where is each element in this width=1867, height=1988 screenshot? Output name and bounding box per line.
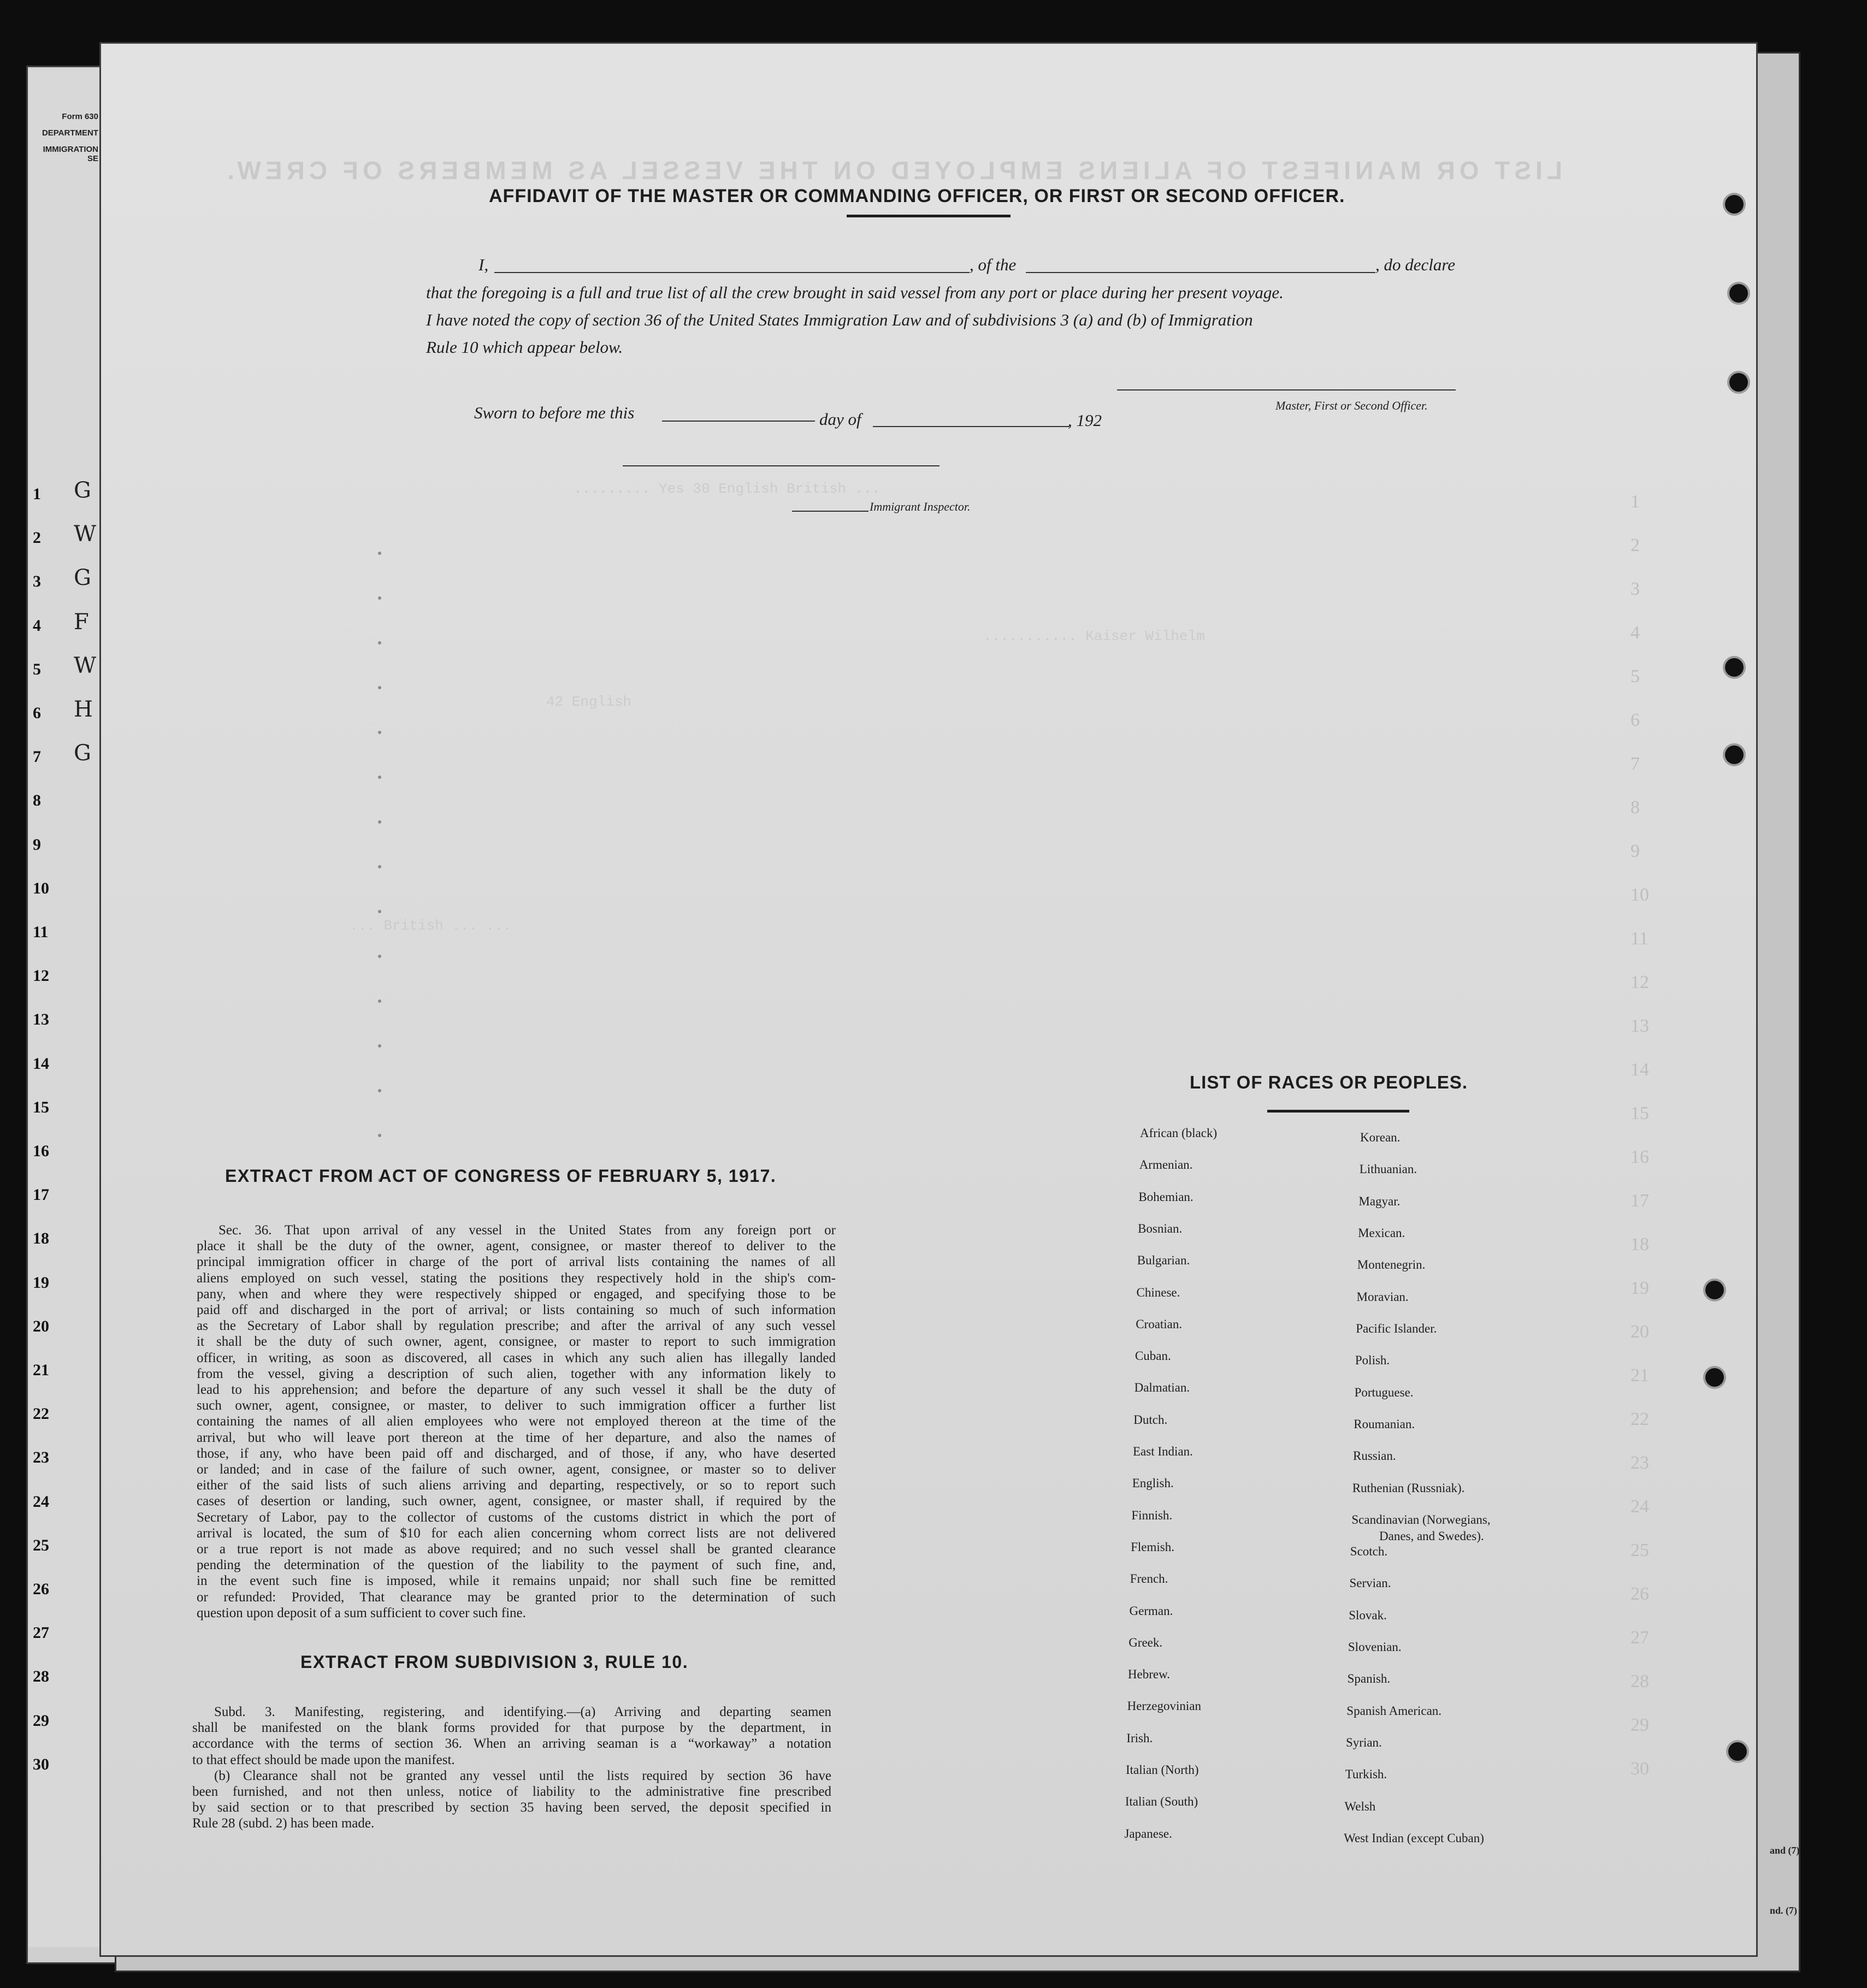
race-item: Chinese. [1136,1285,1180,1299]
handwritten-initial: W [74,522,97,547]
left-form-header-2: DEPARTMENT [42,128,98,138]
race-item: Herzegovinian [1127,1699,1201,1713]
race-item: Polish. [1355,1353,1390,1367]
act-text-line: arrival is located, the sum of $10 for each alien concerning whom correct lists are not delivered [197,1525,836,1541]
show-through-number: 11 [1630,928,1649,949]
left-row-number: 22 [33,1405,49,1423]
sworn-day-of: day of [819,410,861,429]
right-edge-label-2: nd. (7) [1770,1905,1798,1916]
inspector-label: Immigrant Inspector. [870,500,971,513]
left-row-number: 6 [33,704,41,722]
handwritten-initial: G [74,565,91,591]
sworn-year: , 192 [1068,411,1102,430]
show-through-number: 13 [1630,1016,1649,1036]
punch-hole [1729,373,1748,392]
show-through-number: 2 [1630,535,1640,555]
left-row-number: 4 [33,616,41,635]
show-through-dot [378,776,381,779]
show-through-number: 14 [1630,1060,1649,1080]
race-item: Lithuanian. [1359,1162,1417,1176]
act-text-line: lead to his apprehension; and before the departure of any such vessel it shall be the duty of [197,1382,836,1398]
act-extract-body [197,1222,836,1621]
act-text-line: aliens employed on such vessel, stating the positions they respectively hold in the ship's com- [197,1270,836,1286]
race-item: Ruthenian (Russniak). [1352,1481,1465,1495]
sworn-day-blank[interactable] [662,421,815,422]
rule-extract-body [192,1704,831,1832]
race-item: Pacific Islander. [1356,1322,1437,1335]
show-through-dot [378,910,381,913]
race-item: Japanese. [1124,1826,1172,1841]
race-item: Bulgarian. [1137,1253,1190,1268]
show-through-number: 16 [1630,1147,1649,1167]
show-through-number: 17 [1630,1191,1649,1211]
affidavit-declare: , do declare [1375,255,1456,274]
act-text-line: it shall be the duty of such owner, agent, consignee, or master to report to such immigration [197,1334,836,1350]
left-row-number: 10 [33,879,49,897]
show-through-dot [378,955,381,958]
race-item: Italian (South) [1125,1795,1198,1809]
show-through-dot [378,731,381,734]
race-item: Bosnian. [1138,1221,1183,1235]
races-title: LIST OF RACES OR PEOPLES. [1190,1072,1468,1092]
show-through-number: 21 [1630,1365,1649,1386]
race-item: Bohemian. [1138,1190,1194,1204]
act-text-line: cases of desertion or landing, such owner, agent, consignee, or master shall, if required by the [197,1494,836,1509]
race-item: Spanish American. [1346,1704,1442,1718]
show-through-number: 6 [1630,710,1640,730]
punch-hole [1725,658,1744,677]
race-item: Italian (North) [1126,1763,1199,1777]
affidavit-line: I have noted the copy of section 36 of the United States Immigration Law and of subdivisions 3 (a) and (b) of Immigration [426,310,1253,329]
race-item: Roumanian. [1354,1417,1415,1431]
left-form-header-3: IMMIGRATION SE [43,145,98,163]
show-through-number: 9 [1630,841,1640,861]
left-row-number: 3 [33,572,41,591]
left-row-number: 2 [33,529,41,547]
race-item: Slovak. [1349,1608,1387,1622]
rule-text-line: been furnished, and not then unless, notice of liability to the administrative fine prescribed [192,1784,831,1800]
affidavit-line: Rule 10 which appear below. [426,338,623,357]
punch-hole [1705,1281,1724,1299]
race-item: Danes, and Swedes). [1379,1529,1484,1543]
race-item: French. [1130,1572,1168,1586]
show-through-number: 4 [1630,623,1640,643]
race-item: English. [1132,1476,1174,1490]
race-item: Irish. [1126,1731,1153,1745]
sworn-month-blank[interactable] [873,426,1070,427]
show-through-number: 23 [1630,1453,1649,1473]
race-item: Scotch. [1350,1545,1388,1558]
show-through-number: 27 [1630,1628,1649,1648]
race-item: Dalmatian. [1134,1381,1190,1395]
left-row-number: 21 [33,1361,49,1379]
race-item: Servian. [1349,1576,1391,1590]
handwritten-initial: F [74,609,89,635]
act-text-line: Secretary of Labor, pay to the collector of customs of the customs district in which the port of [197,1510,836,1525]
show-through-number: 28 [1630,1671,1649,1691]
rule-text-line: (b) Clearance shall not be granted any vessel until the lists required by section 36 have [214,1768,831,1783]
show-through-number: 8 [1630,797,1640,818]
affidavit-of-the: , of the [970,255,1017,274]
act-text-line: containing the names of all alien employees who were not employed thereon at the time of the [197,1414,836,1429]
show-through-number: 1 [1630,492,1640,512]
act-text-line: question upon deposit of a sum sufficient to cover such fine. [197,1605,526,1620]
left-row-number: 15 [33,1098,49,1116]
act-extract-title: EXTRACT FROM ACT OF CONGRESS OF FEBRUARY 5, 1917. [225,1166,777,1186]
show-through-dot [378,1044,381,1048]
show-through-row: ... British ... ... [350,918,512,934]
left-row-number: 19 [33,1273,49,1292]
race-item: Syrian. [1346,1736,1382,1749]
race-item: Cuban. [1135,1349,1171,1363]
rule-text-line: Rule 28 (subd. 2) has been made. [192,1816,375,1831]
show-through-dot [378,999,381,1003]
left-row-number: 13 [33,1010,49,1029]
race-item: Croatian. [1136,1317,1183,1331]
race-item: Spanish. [1347,1672,1391,1685]
show-through-title: LIST OR MANIFEST OF ALIENS EMPLOYED ON THE VESSEL AS MEMBERS OF CREW. [223,156,1562,185]
act-text-line: or landed; and in case of the failure of such owner, agent, consignee, or master so to deliver [197,1462,836,1477]
show-through-number: 29 [1630,1715,1649,1735]
left-row-number: 29 [33,1711,49,1730]
left-row-number: 5 [33,660,41,678]
left-row-number: 11 [33,923,49,941]
show-through-number: 18 [1630,1234,1649,1255]
race-item: West Indian (except Cuban) [1344,1831,1484,1845]
punch-hole [1729,284,1748,303]
left-row-number: 25 [33,1536,49,1554]
left-row-number: 9 [33,835,41,854]
race-item: Welsh [1344,1800,1376,1813]
handwritten-initial: W [74,653,97,678]
rule-extract-title: EXTRACT FROM SUBDIVISION 3, RULE 10. [300,1652,689,1672]
left-row-number: 14 [33,1054,49,1073]
act-text-line: as the Secretary of Labor shall by regulation prescribe; and after the arrival of any such vessel [197,1318,836,1334]
punch-hole [1725,745,1744,764]
race-item: Portuguese. [1354,1386,1414,1399]
signature-blank[interactable] [1117,389,1456,390]
race-item: Turkish. [1345,1767,1387,1781]
rule-text-line: by said section or to that prescribed by section 35 having been served, the deposit specified in [192,1800,831,1815]
race-item: Magyar. [1358,1194,1401,1208]
left-row-number: 8 [33,791,41,810]
race-item: Mexican. [1358,1226,1405,1240]
left-row-number: 7 [33,748,41,766]
race-item: Korean. [1360,1131,1401,1144]
left-row-number: 30 [33,1755,49,1773]
left-row-number: 24 [33,1492,49,1511]
race-item: German. [1129,1604,1173,1618]
act-text-line: pany, when and where they were respectively shipped or engaged, and specifying those to be [197,1286,836,1301]
left-row-number: 1 [33,485,41,503]
affidavit-title-rule [847,215,1011,217]
rule-text-line: to that effect should be made upon the manifest. [192,1752,455,1767]
vessel-blank[interactable] [1026,272,1375,273]
race-item: Greek. [1129,1635,1163,1649]
handwritten-initial: H [74,697,93,722]
show-through-dot [378,820,381,824]
show-through-number: 22 [1630,1409,1649,1429]
left-row-number: 18 [33,1229,49,1248]
act-text-line: either of the said lists of such aliens arriving and departing, respectively, or so to report such [197,1478,836,1493]
show-through-row: ......... Yes 30 English British ... [574,481,881,497]
show-through-dot [378,1134,381,1137]
show-through-number: 24 [1630,1496,1649,1517]
race-item: Finnish. [1131,1508,1173,1522]
race-item: African (black) [1140,1126,1218,1140]
left-form-strip [28,68,99,1947]
act-text-line: those, if any, who have been paid off and discharged, and of those, if any, who have deserted [197,1446,836,1461]
act-text-line: pending the determination of the question of the liability to the payment of such fine, and, [197,1558,836,1573]
show-through-number: 5 [1630,666,1640,687]
left-row-number: 27 [33,1624,49,1642]
race-item: Armenian. [1139,1158,1193,1172]
show-through-number: 3 [1630,579,1640,599]
race-item: Montenegrin. [1357,1258,1426,1271]
rule-text-line: accordance with the terms of section 36. When an arriving seaman is a “workaway” a notation [192,1736,831,1752]
show-through-dot [378,552,381,555]
inspector-signature-blank[interactable] [623,465,940,466]
race-item: East Indian. [1133,1445,1193,1458]
act-text-line: officer, in writing, as soon as discovered, all cases in which any such alien has illegally landed [197,1350,836,1365]
right-edge-label-1: and (7) [1770,1845,1800,1856]
left-form-header-1: Form 630 [62,112,98,121]
show-through-number: 20 [1630,1322,1649,1342]
affidavit-line: that the foregoing is a full and true list of all the crew brought in said vessel from any port or place during her present voyage. [426,283,1284,302]
left-row-number: 12 [33,967,49,985]
act-text-line: in the event such fine is imposed, while it remains unpaid; nor shall such fine be remitted [197,1573,836,1589]
act-text-line: or refunded: Provided, That clearance may be granted prior to the determination of such [197,1589,836,1605]
race-item: Hebrew. [1127,1667,1170,1682]
show-through-row: 42 English [546,694,632,710]
race-item: Slovenian. [1348,1640,1402,1654]
rule-text-line: Subd. 3. Manifesting, registering, and identifying.—(a) Arriving and departing seamen [214,1705,831,1719]
act-text-line: principal immigration officer in charge of the port of arrival lists containing the names of all [197,1255,836,1270]
race-item: Russian. [1353,1449,1396,1463]
punch-hole [1728,1742,1747,1761]
punch-hole [1705,1368,1724,1387]
handwritten-initial: G [74,478,91,503]
show-through-dot [378,641,381,644]
sworn-text: Sworn to before me this [474,403,635,422]
left-row-number: 17 [33,1186,49,1204]
act-text-line: paid off and discharged in the port of arrival; or lists containing so much of such information [197,1303,836,1318]
left-row-number: 28 [33,1667,49,1686]
act-text-line: from the vessel, giving a description of such alien, together with any information likely to [197,1366,836,1381]
handwritten-initial: G [74,741,91,766]
inspector-dash [792,511,868,512]
left-row-number: 26 [33,1580,49,1598]
show-through-number: 10 [1630,885,1649,905]
act-text-line: such owner, agent, consignee, or master, to deliver to such immigration officer a further list [197,1398,836,1413]
signature-label: Master, First or Second Officer. [1275,399,1428,412]
races-title-rule [1267,1110,1409,1113]
race-item: Moravian. [1356,1290,1409,1304]
name-blank[interactable] [494,272,970,273]
show-through-number: 19 [1630,1278,1649,1298]
race-item: Dutch. [1133,1412,1168,1427]
affidavit-title: AFFIDAVIT OF THE MASTER OR COMMANDING OFFICER, OR FIRST OR SECOND OFFICER. [489,186,1345,206]
show-through-number: 7 [1630,754,1640,774]
show-through-number: 15 [1630,1103,1649,1123]
show-through-row: ........... Kaiser Wilhelm [983,628,1205,644]
act-text-line: Sec. 36. That upon arrival of any vessel in the United States from any foreign port or [218,1223,836,1238]
act-text-line: place it shall be the duty of the owner, agent, consignee, or master thereof to deliver to the [197,1239,836,1254]
race-item: Flemish. [1131,1540,1174,1554]
act-text-line: arrival, but who will leave port thereon at the time of her departure, and also the names of [197,1430,836,1445]
act-text-line: or a true report is not made as above required; and no such vessel shall be granted clearance [197,1542,836,1557]
left-row-number: 16 [33,1142,49,1160]
show-through-number: 30 [1630,1759,1649,1779]
affidavit-i: I, [478,255,489,274]
race-item: Scandinavian (Norwegians, [1351,1513,1491,1526]
punch-hole [1725,195,1744,214]
left-row-number: 23 [33,1448,49,1467]
show-through-dot [378,1089,381,1092]
show-through-number: 26 [1630,1584,1649,1604]
left-row-number: 20 [33,1317,49,1335]
show-through-number: 25 [1630,1540,1649,1560]
show-through-dot [378,865,381,868]
show-through-dot [378,596,381,600]
show-through-number: 12 [1630,972,1649,992]
show-through-dot [378,686,381,689]
rule-text-line: shall be manifested on the blank forms provided for that purpose by the department, in [192,1720,831,1736]
